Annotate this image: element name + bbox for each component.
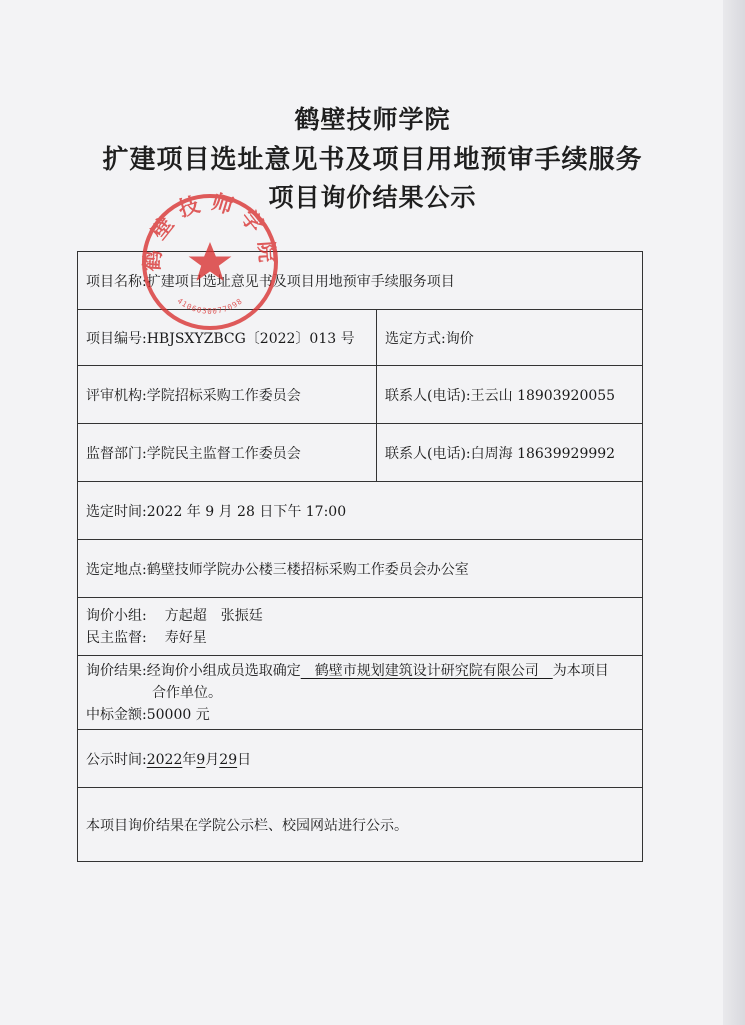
footer-note: 本项目询价结果在学院公示栏、校园网站进行公示。 xyxy=(86,817,408,834)
official-seal-icon xyxy=(138,190,282,334)
project-name-value: 扩建项目选址意见书及项目用地预审手续服务项目 xyxy=(146,273,455,290)
publish-year: 2022 xyxy=(146,751,183,768)
publish-month: 9 xyxy=(196,751,206,768)
publish-month-unit: 月 xyxy=(205,751,220,768)
group-members: 方起超 张振廷 xyxy=(164,607,263,624)
supervisor-label: 监督部门: xyxy=(86,445,147,462)
review-org-value: 学院招标采购工作委员会 xyxy=(146,387,301,404)
row-publish-time xyxy=(78,730,643,788)
monitor-label: 民主监督: xyxy=(86,629,147,646)
monitor-value: 寿好星 xyxy=(164,629,207,646)
publish-label: 公示时间: xyxy=(86,751,147,768)
result-prefix: 经询价小组成员选取确定 xyxy=(146,662,301,679)
row-inquiry-result xyxy=(78,656,643,730)
publish-day: 29 xyxy=(219,751,238,768)
title-line-3: 项目询价结果公示 xyxy=(268,183,477,212)
result-table xyxy=(77,251,643,862)
review-org-label: 评审机构: xyxy=(86,387,147,404)
time-value: 2022 年 9 月 28 日下午 17:00 xyxy=(146,503,347,520)
location-label: 选定地点: xyxy=(86,561,147,578)
contact1-label: 联系人(电话): xyxy=(385,387,471,404)
result-line xyxy=(86,660,634,682)
title-line-2: 扩建项目选址意见书及项目用地预审手续服务 xyxy=(102,145,643,175)
row-footer-note xyxy=(78,788,643,862)
seal-star-icon xyxy=(189,242,232,281)
contact2-label: 联系人(电话): xyxy=(385,445,471,462)
group-line xyxy=(86,605,634,627)
row-selection-location xyxy=(78,540,643,598)
publish-day-unit: 日 xyxy=(237,751,252,768)
project-no-label: 项目编号: xyxy=(86,330,147,347)
time-label: 选定时间: xyxy=(86,503,147,520)
monitor-line xyxy=(86,627,634,649)
row-inquiry-group xyxy=(78,598,643,656)
publish-year-unit: 年 xyxy=(182,751,197,768)
method-value: 询价 xyxy=(445,330,474,347)
row-supervisor xyxy=(78,424,643,482)
amount-label: 中标金额: xyxy=(86,706,147,723)
result-suffix: 为本项目 xyxy=(552,662,609,679)
row-review-org xyxy=(78,366,643,424)
result-line-2: 合作单位。 xyxy=(152,684,222,701)
seal-number: 4106030077098 xyxy=(175,296,245,316)
method-label: 选定方式: xyxy=(385,330,446,347)
row-selection-time xyxy=(78,482,643,540)
amount-value: 50000 元 xyxy=(146,706,210,723)
project-no-value: HBJSXYZBCG〔2022〕013 号 xyxy=(146,330,355,347)
contact1-value: 王云山 18903920055 xyxy=(470,387,616,404)
location-value: 鹤壁技师学院办公楼三楼招标采购工作委员会办公室 xyxy=(146,561,469,578)
title-line-1: 鹤壁技师学院 xyxy=(294,105,451,134)
amount-line xyxy=(86,704,634,726)
group-label: 询价小组: xyxy=(86,607,147,624)
project-name-label: 项目名称: xyxy=(86,273,147,290)
contact2-value: 白周海 18639929992 xyxy=(470,445,616,462)
seal-text: 鹤壁技师学院 xyxy=(140,190,280,273)
result-label: 询价结果: xyxy=(86,662,147,679)
winner-name: 鹤壁市规划建筑设计研究院有限公司 xyxy=(300,662,553,679)
supervisor-value: 学院民主监督工作委员会 xyxy=(146,445,301,462)
